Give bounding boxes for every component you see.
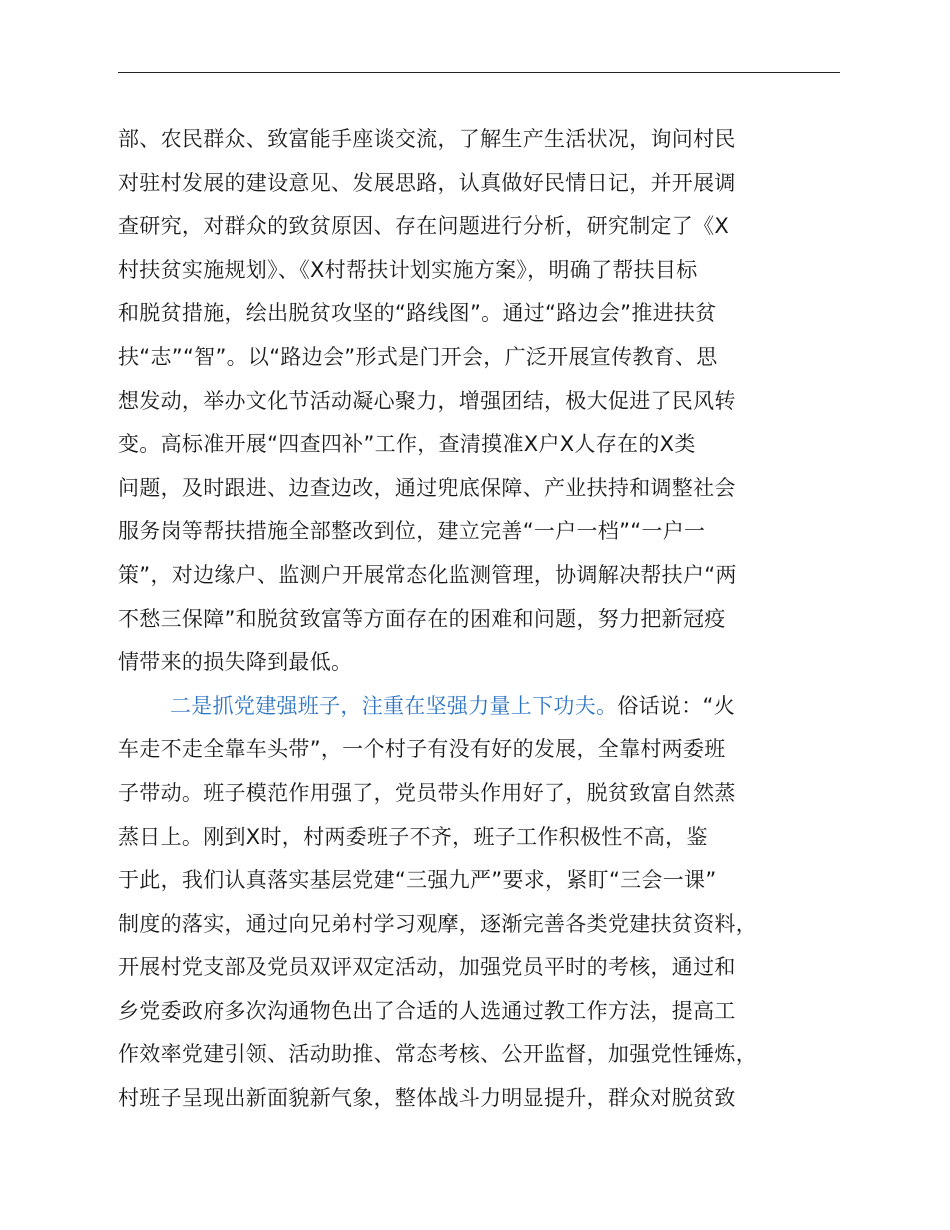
text-line: 蒸日上。刚到X时，村两委班子不齐，班子工作积极性不高，鉴 [118,824,708,849]
text-line: 和脱贫措施，绘出脱贫攻坚的“路线图”。通过“路边会”推进扶贫 [118,301,717,326]
text-line: 部、农民群众、致富能手座谈交流，了解生产生活状况，询问村民 [118,127,736,151]
text-line: 服务岗等帮扶措施全部整改到位，建立完善“一户一档”“一户一 [118,519,706,544]
text-line: 策”，对边缘户、监测户开展常态化监测管理，协调解决帮扶户“两 [118,562,737,587]
text-line: 想发动，举办文化节活动凝心聚力，增强团结，极大促进了民风转 [118,388,736,413]
text-line: 作效率党建引领、活动助推、常态考核、公开监督，加强党性锤炼， [118,1042,757,1067]
paragraph-2-first-line [118,685,840,729]
text-line: 车走不走全靠车头带”，一个村子有没有好的发展，全靠村两委班 [118,737,726,762]
text-line: 乡党委政府多次沟通物色出了合适的人选通过教工作方法，提高工 [118,998,736,1023]
section-heading: 二是抓党建强班子，注重在坚强力量上下功夫。 [170,693,618,718]
text-line: 子带动。班子模范作用强了，党员带头作用好了，脱贫致富自然蒸 [118,780,736,805]
text-line: 对驻村发展的建设意见、发展思路，认真做好民情日记，并开展调 [118,170,736,195]
text-line: 不愁三保障”和脱贫致富等方面存在的困难和问题，努力把新冠疫 [118,606,726,631]
text-line: 情带来的损失降到最低。 [118,650,353,675]
text-line: 问题，及时跟进、边查边改，通过兜底保障、产业扶持和调整社会 [118,475,736,500]
body-text [118,118,840,1121]
text-segment: 俗话说：“火 [617,693,735,718]
header-rule [118,72,840,73]
text-line: 变。高标准开展“四查四补”工作，查清摸准X户X人存在的X类 [118,432,696,457]
text-line: 扶“志”“智”。以“路边会”形式是门开会，广泛开展宣传教育、思 [118,344,718,369]
text-line: 制度的落实，通过向兄弟村学习观摩，逐渐完善各类党建扶贫资料， [118,911,757,936]
text-line: 开展村党支部及党员双评双定活动，加强党员平时的考核，通过和 [118,955,736,980]
text-line: 查研究，对群众的致贫原因、存在问题进行分析，研究制定了《X [118,214,730,239]
text-line: 村扶贫实施规划》、《X村帮扶计划实施方案》，明确了帮扶目标 [118,257,698,282]
text-line: 于此，我们认真落实基层党建“三强九严”要求，紧盯“三会一课” [118,868,717,893]
text-line: 村班子呈现出新面貌新气象，整体战斗力明显提升，群众对脱贫致 [118,1086,736,1111]
